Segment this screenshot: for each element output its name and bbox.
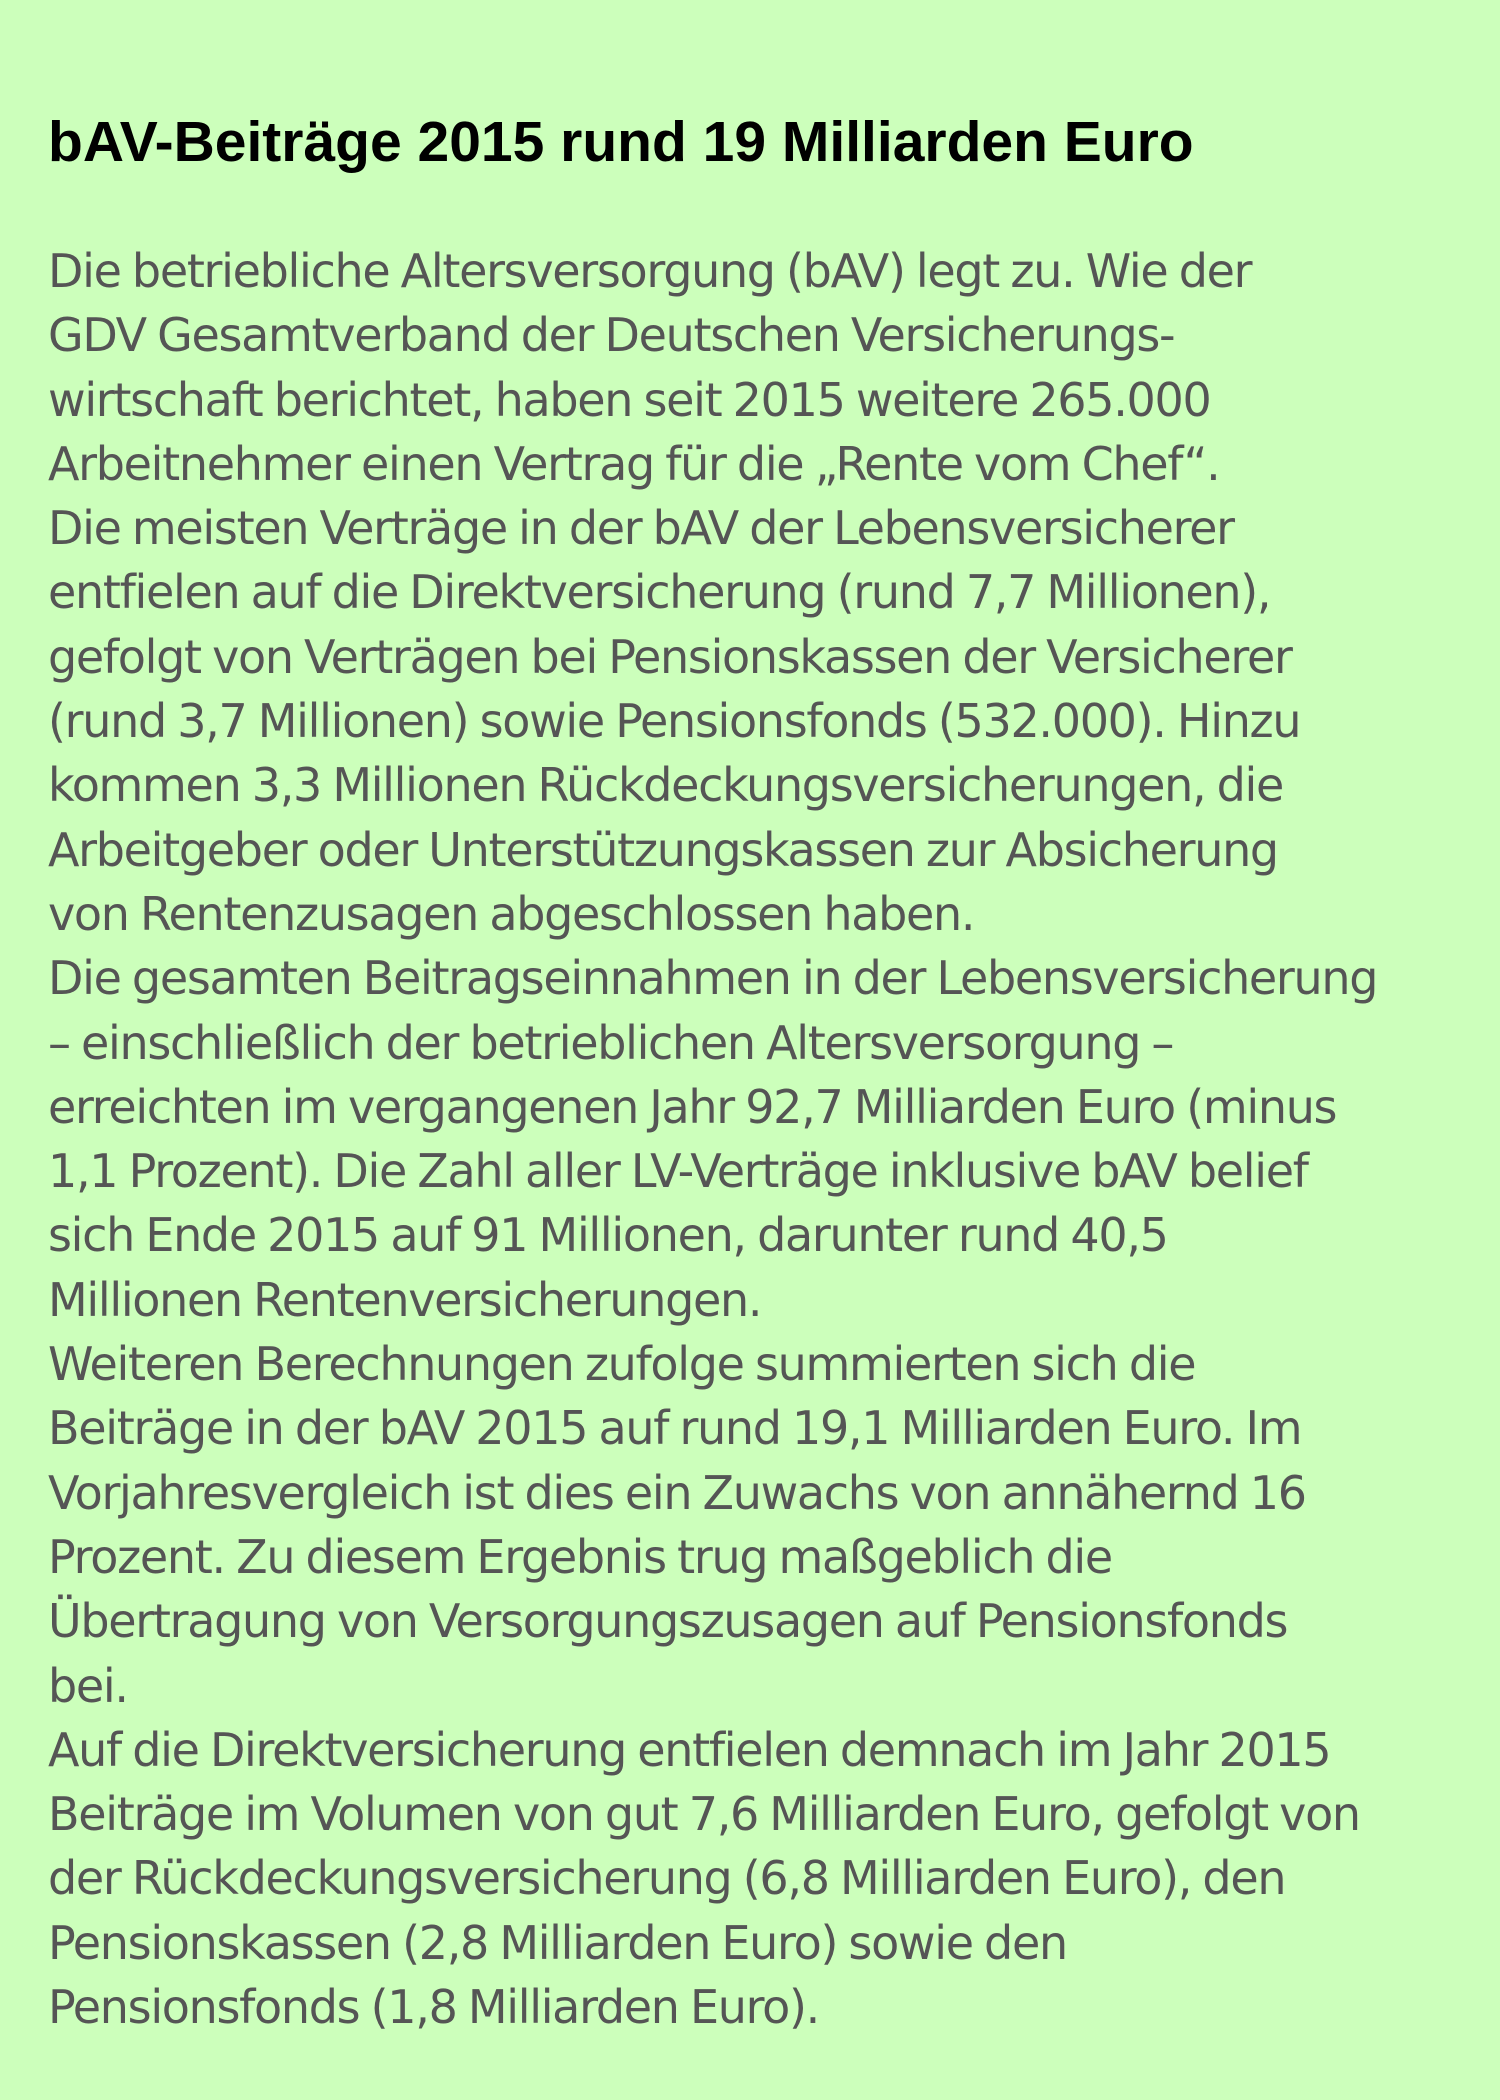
body-line: (rund 3,7 Millionen) sowie Pensionsfonds (532.000). Hinzu [48,694,1301,749]
body-line: erreichten im vergangenen Jahr 92,7 Milliarden Euro (minus [48,1079,1337,1134]
body-line: sich Ende 2015 auf 91 Millionen, darunter rund 40,5 [48,1208,1168,1263]
body-line: kommen 3,3 Millionen Rückdeckungsversicherungen, die [48,758,1283,813]
body-line: Übertragung von Versorgungszusagen auf Pensionsfonds [48,1594,1288,1649]
article-body [48,239,1460,2039]
body-line: Pensionsfonds (1,8 Milliarden Euro). [48,1980,819,2035]
body-line: Die gesamten Beitragseinnahmen in der Lebensversicherung [48,951,1378,1006]
body-line: gefolgt von Verträgen bei Pensionskassen der Versicherer [48,629,1292,684]
body-line: wirtschaft berichtet, haben seit 2015 weitere 265.000 [48,372,1211,427]
body-line: Die betriebliche Altersversorgung (bAV) legt zu. Wie der [48,244,1252,298]
body-line: Millionen Rentenversicherungen. [48,1272,762,1327]
body-line: – einschließlich der betrieblichen Altersversorgung – [48,1015,1174,1070]
body-line: von Rentenzusagen abgeschlossen haben. [48,886,975,941]
body-line: Pensionskassen (2,8 Milliarden Euro) sowie den [48,1915,1067,1970]
body-line: der Rückdeckungsversicherung (6,8 Milliarden Euro), den [48,1851,1286,1906]
body-line: Beiträge im Volumen von gut 7,6 Milliarden Euro, gefolgt von [48,1787,1360,1842]
body-line: entfielen auf die Direktversicherung (rund 7,7 Millionen), [48,565,1271,620]
body-line: bei. [48,1658,128,1713]
body-line: Prozent. Zu diesem Ergebnis trug maßgeblich die [48,1529,1112,1584]
body-line: Auf die Direktversicherung entfielen demnach im Jahr 2015 [48,1722,1331,1777]
article-headline: bAV-Beiträge 2015 rund 19 Milliarden Euro [48,110,1194,174]
body-line: Beiträge in der bAV 2015 auf rund 19,1 Milliarden Euro. Im [48,1401,1302,1456]
body-line: Die meisten Verträge in der bAV der Lebensversicherer [48,501,1234,556]
body-line: GDV Gesamtverband der Deutschen Versicherungs- [48,308,1175,363]
body-line: 1,1 Prozent). Die Zahl aller LV-Verträge inklusive bAV belief [48,1144,1308,1199]
body-line: Vorjahresvergleich ist dies ein Zuwachs von annähernd 16 [48,1465,1306,1520]
body-line: Arbeitnehmer einen Vertrag für die „Rente vom Chef“. [48,436,1220,491]
body-line: Arbeitgeber oder Unterstützungskassen zur Absicherung [48,822,1278,877]
body-line: Weiteren Berechnungen zufolge summierten sich die [48,1337,1196,1392]
